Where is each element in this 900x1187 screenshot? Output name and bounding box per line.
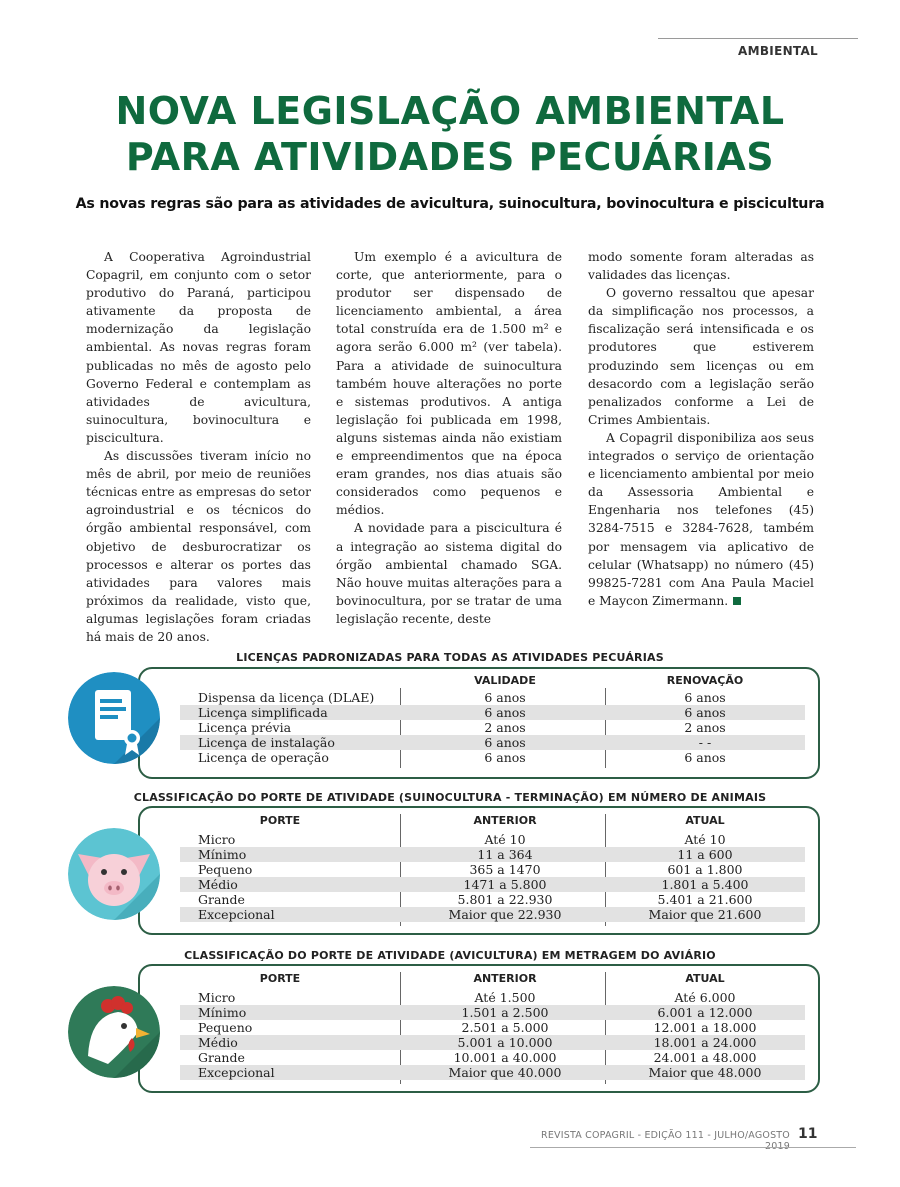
cell-porte: Pequeno [198, 1020, 253, 1035]
article-subtitle: As novas regras são para as atividades de avicultura, suinocultura, bovinocultura e piscicultura [75, 196, 825, 212]
cell-atual: 12.001 a 18.000 [653, 1020, 757, 1035]
cell-atual: 6.001 a 12.000 [657, 1005, 753, 1020]
paragraph [588, 429, 814, 610]
paragraph: Um exemplo é a avicultura de corte, que anteriormente, para o produtor ser dispensado de licenciamento ambiental, a área total construída era de 1.500 m² e agora serão 6.000 m² (ver tabela). Para a atividade de suinocultura também houve alterações no porte e sistemas produtivos. A antiga legislação foi publicada em 1998, alguns sistemas ainda não existiam e empreendimentos que na época eram grandes, nos dias atuais são considerados como pequenos e médios. [336, 250, 562, 518]
table-row [180, 720, 805, 735]
table-row [180, 705, 805, 720]
cell-anterior: Até 1.500 [474, 990, 536, 1005]
cell-anterior: 365 a 1470 [469, 862, 541, 877]
cell-anterior: Maior que 40.000 [448, 1065, 562, 1080]
cell-label: Licença de instalação [198, 735, 335, 750]
table-3-header-anterior: ANTERIOR [473, 972, 537, 985]
table-1-title: LICENÇAS PADRONIZADAS PARA TODAS AS ATIVIDADES PECUÁRIAS [236, 651, 664, 664]
title-line-1: NOVA LEGISLAÇÃO AMBIENTAL [115, 89, 785, 133]
cell-porte: Micro [198, 990, 236, 1005]
table-row [180, 832, 805, 847]
cell-validade: 6 anos [484, 750, 526, 765]
cell-atual: 18.001 a 24.000 [653, 1035, 757, 1050]
cell-anterior: 5.001 a 10.000 [457, 1035, 553, 1050]
table-1-header-renovacao: RENOVAÇÃO [666, 674, 744, 687]
paragraph: A novidade para a piscicultura é a integração ao sistema digital do órgão ambiental chamado SGA. Não houve muitas alterações para a bovinocultura, por se tratar de uma legislação recente, deste [336, 521, 562, 626]
cell-label: Licença de operação [198, 750, 329, 765]
pig-icon [68, 828, 160, 920]
table-3-title: CLASSIFICAÇÃO DO PORTE DE ATIVIDADE (AVICULTURA) EM METRAGEM DO AVIÁRIO [184, 949, 716, 962]
footer-rule [530, 1147, 856, 1148]
table-row [180, 892, 805, 907]
cell-porte: Mínimo [198, 1005, 247, 1020]
cell-anterior: 2.501 a 5.000 [461, 1020, 549, 1035]
cell-porte: Mínimo [198, 847, 247, 862]
article-column-3 [588, 248, 814, 610]
cell-porte: Micro [198, 832, 236, 847]
cell-atual: 5.401 a 21.600 [657, 892, 753, 907]
cell-porte: Médio [198, 1035, 238, 1050]
table-2-header-atual: ATUAL [685, 814, 725, 827]
table-1-header-validade: VALIDADE [474, 674, 536, 687]
cell-validade: 6 anos [484, 705, 526, 720]
cell-anterior: 1.501 a 2.500 [461, 1005, 549, 1020]
table-3-header-porte: PORTE [259, 972, 301, 985]
cell-atual: 1.801 a 5.400 [661, 877, 749, 892]
title-line-2: PARA ATIVIDADES PECUÁRIAS [125, 135, 775, 179]
section-label: AMBIENTAL [738, 44, 818, 58]
cell-porte: Pequeno [198, 862, 253, 877]
cell-anterior: 1471 a 5.800 [463, 877, 547, 892]
article-column-2 [336, 248, 562, 628]
cell-label: Licença prévia [198, 720, 292, 735]
cell-validade: 6 anos [484, 690, 526, 705]
table-3-header-atual: ATUAL [685, 972, 725, 985]
cell-atual: 24.001 a 48.000 [653, 1050, 757, 1065]
cell-porte: Excepcional [198, 1065, 275, 1080]
cell-renovacao: 6 anos [684, 690, 726, 705]
table-row [180, 1065, 805, 1080]
table-row [180, 690, 805, 705]
paragraph: O governo ressaltou que apesar da simplificação nos processos, a fiscalização será intensificada e os produtores que estiverem produzindo sem licenças ou em desacordo com a legislação serão penalizados conforme a Lei de Crimes Ambientais. [588, 286, 814, 427]
page-number: 11 [798, 1126, 818, 1142]
cell-renovacao: 6 anos [684, 705, 726, 720]
cell-porte: Grande [198, 1050, 245, 1065]
footer-magazine-edition: REVISTA COPAGRIL - EDIÇÃO 111 - JULHO/AGOSTO [541, 1130, 790, 1141]
table-row [180, 862, 805, 877]
paragraph-text: A Copagril disponibiliza aos seus integrados o serviço de orientação e licenciamento ambiental por meio da Assessoria Ambiental e Engenharia nos telefones (45) 3284-7515 e 3284-7628, também por mensagem via aplicativo de celular (Whatsapp) no número (45) 99825-7281 com Ana Paula Maciel e Maycon Zimermann. [588, 430, 814, 608]
cell-label: Dispensa da licença (DLAE) [198, 690, 375, 705]
end-of-article-mark [733, 597, 741, 605]
cell-validade: 6 anos [484, 735, 526, 750]
table-row [180, 1050, 805, 1065]
article-column-1 [86, 248, 311, 646]
cell-atual: Maior que 21.600 [648, 907, 762, 922]
table-row [180, 750, 805, 765]
cell-anterior: Maior que 22.930 [448, 907, 562, 922]
cell-atual: 11 a 600 [677, 847, 733, 862]
article-title [0, 88, 900, 180]
paragraph: modo somente foram alteradas as validades das licenças. [588, 250, 814, 283]
cell-anterior: 5.801 a 22.930 [457, 892, 553, 907]
cell-anterior: 10.001 a 40.000 [453, 1050, 557, 1065]
table-row [180, 735, 805, 750]
paragraph: As discussões tiveram início no mês de abril, por meio de reuniões técnicas entre as empresas do setor agroindustrial e os técnicos do órgão ambiental responsável, com objetivo de desburocratizar os processos e alterar os portes das atividades para valores mais próximos da realidade, visto que, algumas legislações foram criadas há mais de 20 anos. [86, 449, 311, 644]
certificate-icon [68, 672, 160, 764]
cell-validade: 2 anos [484, 720, 526, 735]
table-row [180, 1020, 805, 1035]
cell-atual: Até 6.000 [674, 990, 736, 1005]
paragraph: A Cooperativa Agroindustrial Copagril, em conjunto com o setor produtivo do Paraná, participou ativamente da proposta de modernização da legislação ambiental. As novas regras foram publicadas no mês de agosto pelo Governo Federal e contemplam as atividades de avicultura, suinocultura, bovinocultura e piscicultura. [86, 250, 311, 445]
table-2-header-anterior: ANTERIOR [473, 814, 537, 827]
cell-anterior: 11 a 364 [477, 847, 533, 862]
chicken-icon [68, 986, 160, 1078]
table-row [180, 990, 805, 1005]
table-row [180, 877, 805, 892]
cell-anterior: Até 10 [484, 832, 526, 847]
table-row [180, 1035, 805, 1050]
table-2-title: CLASSIFICAÇÃO DO PORTE DE ATIVIDADE (SUINOCULTURA - TERMINAÇÃO) EM NÚMERO DE ANIMAIS [133, 791, 767, 804]
cell-renovacao: 6 anos [684, 750, 726, 765]
cell-atual: 601 a 1.800 [667, 862, 743, 877]
header-rule [658, 38, 858, 39]
table-2-header-porte: PORTE [259, 814, 301, 827]
cell-porte: Excepcional [198, 907, 275, 922]
cell-atual: Até 10 [684, 832, 726, 847]
table-row [180, 1005, 805, 1020]
cell-label: Licença simplificada [198, 705, 328, 720]
cell-porte: Grande [198, 892, 245, 907]
table-row [180, 907, 805, 922]
table-row [180, 847, 805, 862]
cell-porte: Médio [198, 877, 238, 892]
cell-renovacao: 2 anos [684, 720, 726, 735]
cell-atual: Maior que 48.000 [648, 1065, 762, 1080]
cell-renovacao: - - [698, 735, 712, 750]
